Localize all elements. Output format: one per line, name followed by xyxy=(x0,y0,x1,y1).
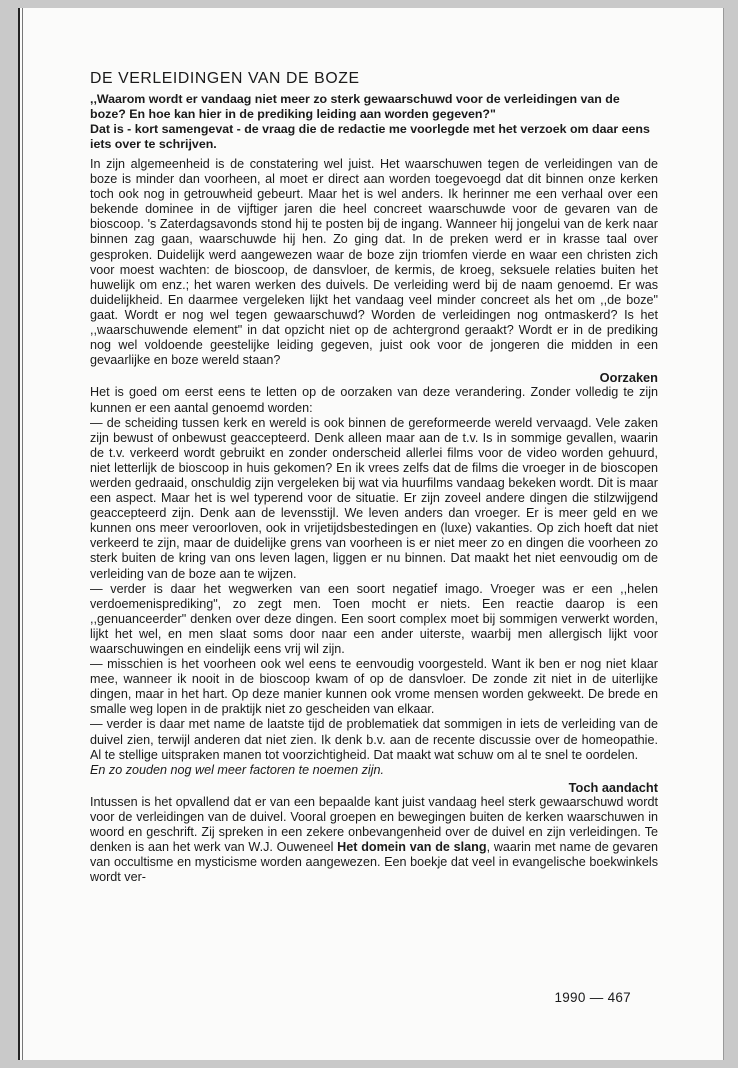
article-body xyxy=(90,157,658,886)
toch-aandacht-text-end: , waarin met name de gevaren van occultisme en mysticisme worden aangewezen. Een boekje dat veel in evangelische boekwinkels wordt ver- xyxy=(90,840,658,885)
oorzaken-closing xyxy=(90,763,658,778)
opening-paragraph: In zijn algemeenheid is de constatering wel juist. Het waarschuwen tegen de verleidingen van de boze is minder dan voorheen, al moet er direct aan worden toegevoegd dat dit binnen onze kerken toch ook nog in getrouwheid gebeurt. Maar het is wel anders. Ik herinner me een verhaal over een bekende dominee in de vijftiger jaren die heel concreet waarschuwde voor de gevaren van de bioscoop. 's Zaterdagsavonds stond hij te posten bij de ingang. Wanneer hij jongelui van de kerk naar binnen zag gaan, waarschuwde hij hen. Zo ging dat. In de preken werd er in krasse taal over gesproken. Duidelijk werd aangewezen waar de boze zijn triomfen vierde en waar een christen zich voor moest wachten: de bioscoop, de dansvloer, de kermis, de kroeg, seksuele relaties buiten het huwelijk om enz.; het waren werken des duivels. De verleiding werd bij de naam genoemd. Er was duidelijkheid. En daarmee vergeleken lijkt het vandaag veel minder concreet als het om ,,de boze" gaat. Wordt er nog wel tegen gewaarschuwd? Worden de verleidingen nog ontmaskerd? Is het ,,waarschuwende element" in dat opzicht niet op de achtergrond geraakt? Wordt er in de prediking nog wel voldoende geestelijke leiding gegeven, juist ook voor de jongeren die midden in een gevaarlijke en boze wereld staan? xyxy=(90,157,658,368)
book-title: Het domein van de slang xyxy=(337,840,487,855)
oorzaken-lead: Het is goed om eerst eens te letten op de oorzaken van deze verandering. Zonder volledig te zijn kunnen er een aantal genoemd worden: xyxy=(90,385,658,415)
toch-aandacht-paragraph xyxy=(90,795,658,886)
oorzaken-item-2: — verder is daar het wegwerken van een soort negatief imago. Vroeger was er een ,,helen verdoemenisprediking", zo zegt men. Toen mocht er niets. Een reactie daarop is een ,,genuanceerder" denken over deze dingen. Een soort complex moet bij sommigen verwerkt worden, lijkt het wel, en men slaat soms door naar een ander uiterste, waarbij men allergisch lijkt voor waarschuwingen en eindelijk eens vrij wil zijn. xyxy=(90,581,658,656)
article-column xyxy=(90,70,658,886)
page-number: 1990 — 467 xyxy=(554,990,631,1005)
magazine-page xyxy=(18,8,724,1060)
toch-aandacht-text-start: Intussen is het opvallend dat er van een bepaalde kant juist vandaag heel sterk gewaarschuwd wordt voor de verleidingen van de duivel. Vooral groepen en bewegingen buiten de kerken waarschuwen in woord en geschrift. Zij spreken in een zekere onbevangenheid over de duivel en zijn verleidingen. Te denken is aan het werk van W.J. Ouweneel xyxy=(90,794,658,855)
intro-question: ,,Waarom wordt er vandaag niet meer zo sterk gewaarschuwd voor de verleidingen van de boze? En hoe kan hier in de prediking leiding aan worden gegeven?" xyxy=(90,92,620,121)
article-intro xyxy=(90,92,658,152)
oorzaken-item-3: — misschien is het voorheen ook wel eens te eenvoudig voorgesteld. Want ik ben er nog niet klaar mee, wanneer ik nooit in de bioscoop kwam of op de dansvloer. De zonde zit niet in de uiterlijke dingen, maar in het hart. Op deze manier kunnen ook vrome mensen worden gekweekt. De brede en smalle weg lopen in de praktijk niet zo gescheiden van elkaar. xyxy=(90,657,658,717)
oorzaken-closing-text: En zo zouden nog wel meer factoren te noemen zijn. xyxy=(90,762,385,777)
oorzaken-item-1: — de scheiding tussen kerk en wereld is ook binnen de gereformeerde wereld vervaagd. Vele zaken zijn bewust of onbewust geaccepteerd. Denk alleen maar aan de t.v. Is in sommige gevallen, waarin de t.v. verkeerd wordt gebruikt en zonder onderscheid allerlei films voor de video worden gehuurd, niet letterlijk de bioscoop in huis gekomen? En ik vrees zelfs dat de films die vroeger in de bioscopen werden gedraaid, onschuldig zijn vergeleken bij wat via huurfilms vandaag bekeken wordt. Dit is maar een aspect. Maar het is wel typerend voor de situatie. Er zijn zoveel andere dingen die stilzwijgend geaccepteerd zijn. Denk aan de levensstijl. We leven anders dan vroeger. Er is meer geld en we kunnen ons meer veroorloven, ook in vrijetijdsbestedingen en (luxe) vakanties. Op zich hoeft dat niet verkeerd te zijn, maar de duidelijke grens van voorheen is er niet meer zo en dingen die voorheen zo sterk buiten de kring van ons leven lagen, liggen er nu binnen. Dat maakt het niet eenvoudig om de verleiding van de boze aan te wijzen. xyxy=(90,415,658,581)
section-heading-oorzaken: Oorzaken xyxy=(599,370,658,386)
article-title: DE VERLEIDINGEN VAN DE BOZE xyxy=(90,70,360,87)
section-heading-toch-aandacht: Toch aandacht xyxy=(568,779,658,795)
intro-summary: Dat is - kort samengevat - de vraag die de redactie me voorlegde met het verzoek om daar eens iets over te schrijven. xyxy=(90,122,650,151)
oorzaken-item-4: — verder is daar met name de laatste tijd de problematiek dat sommigen in iets de verleiding van de duivel zien, terwijl anderen dat niet zien. Ik denk b.v. aan de recente discussie over de homeopathie. Al te stellige uitspraken manen tot voorzichtigheid. Dat maakt wat schuw om al te snel te oordelen. xyxy=(90,717,658,762)
